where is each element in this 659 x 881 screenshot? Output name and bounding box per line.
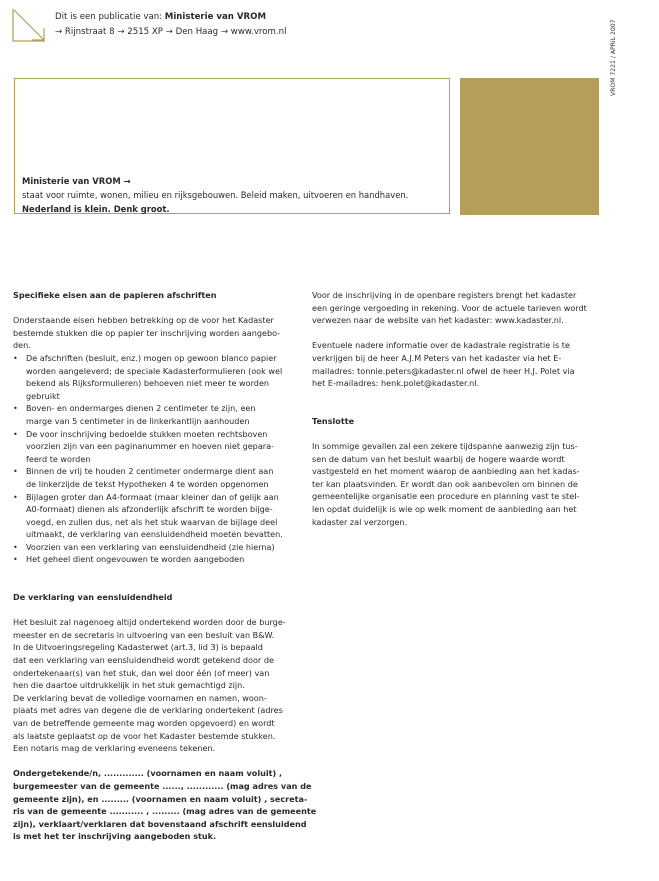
paragraph-line: Eventuele nadere informatie over de kadastrale registratie is te [312, 340, 570, 351]
ministry-box [14, 78, 450, 214]
publication-prefix: Dit is een publicatie van: [55, 12, 165, 22]
paragraph-line: sen de datum van het besluit waarbij de hogere waarde wordt [312, 453, 565, 464]
publisher-name: Ministerie van VROM [164, 12, 267, 22]
contact-paragraph [312, 339, 604, 389]
finally-paragraph [312, 440, 604, 528]
paragraph-line: dat een verklaring van eensluidendheid wordt getekend door de [13, 655, 274, 666]
paragraph-line: verwezen naar de website van het kadaster: www.kadaster.nl. [312, 315, 564, 326]
list-item-line: marge van 5 centimeter in de linkerkantlijn aanhouden [26, 415, 250, 426]
paragraph-line: meester en de secretaris in uitvoering van een besluit van B&W. [13, 629, 275, 640]
paragraph-line: een geringe vergoeding in rekening. Voor de actuele tarieven wordt [312, 302, 587, 313]
publication-line [55, 10, 286, 25]
list-item [13, 352, 305, 402]
paragraph-line: verkrijgen bij de heer A.J.M Peters van het kadaster via het E- [312, 352, 562, 363]
requirements-list [13, 352, 305, 566]
intro-line: den. [13, 340, 31, 351]
paragraph-line: vastgesteld en het moment waarop de aanbieding aan het kadas- [312, 466, 580, 477]
list-item-line: gebruikt [26, 390, 60, 401]
ministry-mission: staat voor ruimte, wonen, milieu en rijksgebouwen. Beleid maken, uitvoeren en handhaven. [22, 190, 409, 200]
right-column [312, 289, 604, 528]
list-item [13, 428, 305, 466]
list-item-line: A0-formaat) dienen als afzonderlijk afschrift te worden bijge- [26, 504, 273, 515]
intro-line: Onderstaande eisen hebben betrekking op de voor het Kadaster [13, 315, 274, 326]
list-item-line: • De voor inschrijving bedoelde stukken moeten rechtsboven [26, 428, 268, 439]
paragraph-line: gemeentelijke organisatie een procedure en planning vast te stel- [312, 491, 580, 502]
list-item-line: • Bijlagen groter dan A4-formaat (maar kleiner dan of gelijk aan [26, 491, 279, 502]
arrow-corner-icon [12, 8, 46, 42]
paragraph-line: van de betreffende gemeente mag worden opgevoerd) en wordt [13, 718, 275, 728]
statement-line: burgemeester van de gemeente ......, ............ (mag adres van de [13, 780, 312, 791]
paragraph-line: als laatste geplaatst op de voor het Kadaster bestemde stukken. [13, 730, 276, 741]
statement-line: gemeente zijn), en ......... (voornamen en naam voluit) , secreta- [13, 793, 308, 804]
list-item-line: • Binnen de vrij te houden 2 centimeter ondermarge dient aan [26, 466, 274, 477]
publication-header [55, 10, 286, 40]
list-item-line: voorzien zijn van een paginanummer en hoeven niet gepara- [26, 441, 274, 452]
paragraph-line: het E-mailadres: henk.polet@kadaster.nl. [312, 378, 480, 389]
list-item [13, 541, 305, 554]
paragraph-line: ondertekenaar(s) van het stuk, dan wel door één (of meer) van [13, 667, 270, 678]
list-item-line: • Het geheel dient ongevouwen te worden aangeboden [26, 554, 245, 565]
paragraph-line: ter kan plaatsvinden. Er wordt dan ook aanbevolen om binnen de [312, 478, 578, 489]
paragraph-line: len opdat duidelijk is wie op welk moment de aanbieding aan het [312, 503, 577, 514]
list-item-line: voegd, en zullen dus, net als het stuk waarvan de bijlage deel [26, 516, 278, 527]
left-column [13, 289, 317, 843]
section-heading-declaration: De verklaring van eensluidendheid [13, 592, 173, 603]
paragraph-line: Een notaris mag de verklaring eveneens tekenen. [13, 743, 216, 754]
paragraph-line: Voor de inschrijving in de openbare registers brengt het kadaster [312, 290, 577, 300]
statement-line: Ondergetekende/n, ............. (voornamen en naam voluit) , [13, 768, 283, 779]
list-item [13, 553, 305, 566]
declaration-statement [13, 767, 317, 843]
list-item [13, 491, 305, 541]
list-item-line: uitmaakt, de verklaring van eensluidendheid moeten bevatten. [26, 529, 283, 540]
list-item-line: worden aangeleverd; de speciale Kadasterformulieren (ook wel [26, 365, 283, 376]
paragraph-line: In de Uitvoeringsregeling Kadasterwet (art.3, lid 3) is bepaald [13, 642, 263, 653]
list-item-line: • De afschriften (besluit, enz.) mogen op gewoon blanco papier [26, 352, 277, 363]
paragraph-line: kadaster zal verzorgen. [312, 516, 408, 527]
list-item [13, 465, 305, 490]
paragraph-line: hen die daartoe uitdrukkelijk in het stuk gemachtigd zijn. [13, 680, 245, 691]
statement-line: ris van de gemeente ........... , ......... (mag adres van de gemeente [13, 806, 317, 817]
statement-line: is met het ter inschrijving aangeboden stuk. [13, 831, 217, 842]
paragraph-line: Het besluit zal nagenoeg altijd ondertekend worden door de burge- [13, 617, 286, 628]
gold-block [460, 78, 599, 215]
declaration-paragraph [13, 616, 305, 755]
section-heading-requirements: Specifieke eisen aan de papieren afschriften [13, 290, 217, 300]
intro-line: bestemde stukken die op papier ter inschrijving worden aangebo- [13, 327, 281, 338]
list-item-line: feerd te worden [26, 453, 91, 464]
list-item-line: • Boven- en ondermarges dienen 2 centimeter te zijn, een [26, 403, 256, 414]
paragraph-line: In sommige gevallen zal een zekere tijdspanne aanwezig zijn tus- [312, 440, 578, 451]
paragraph-line: mailadres: tonnie.peters@kadaster.nl ofwel de heer H.J. Polet via [312, 365, 575, 376]
document-code: VROM 7221 / APRIL 2007 [610, 19, 617, 96]
ministry-slogan: Nederland is klein. Denk groot. [22, 204, 170, 214]
list-item-line: • Voorzien van een verklaring van eensluidendheid (zie hierna) [26, 541, 275, 552]
paragraph-line: plaats met adres van degene die de verklaring ondertekent (adres [13, 705, 283, 716]
statement-line: zijn), verklaart/verklaren dat bovenstaand afschrift eensluidend [13, 818, 307, 829]
list-item [13, 402, 305, 427]
address-line: → Rijnstraat 8 → 2515 XP → Den Haag → www.vrom.nl [55, 27, 287, 37]
section-heading-finally: Tenslotte [312, 415, 355, 426]
list-item-line: bekend als Rijksformulieren) behoeven niet meer te worden [26, 378, 270, 389]
list-item-line: de linkerzijde de tekst Hypotheken 4 te worden opgenomen [26, 478, 269, 489]
paragraph-line: De verklaring bevat de volledige voornamen en namen, woon- [13, 692, 267, 703]
ministry-name: Ministerie van VROM → [22, 176, 131, 186]
fees-paragraph [312, 289, 604, 327]
